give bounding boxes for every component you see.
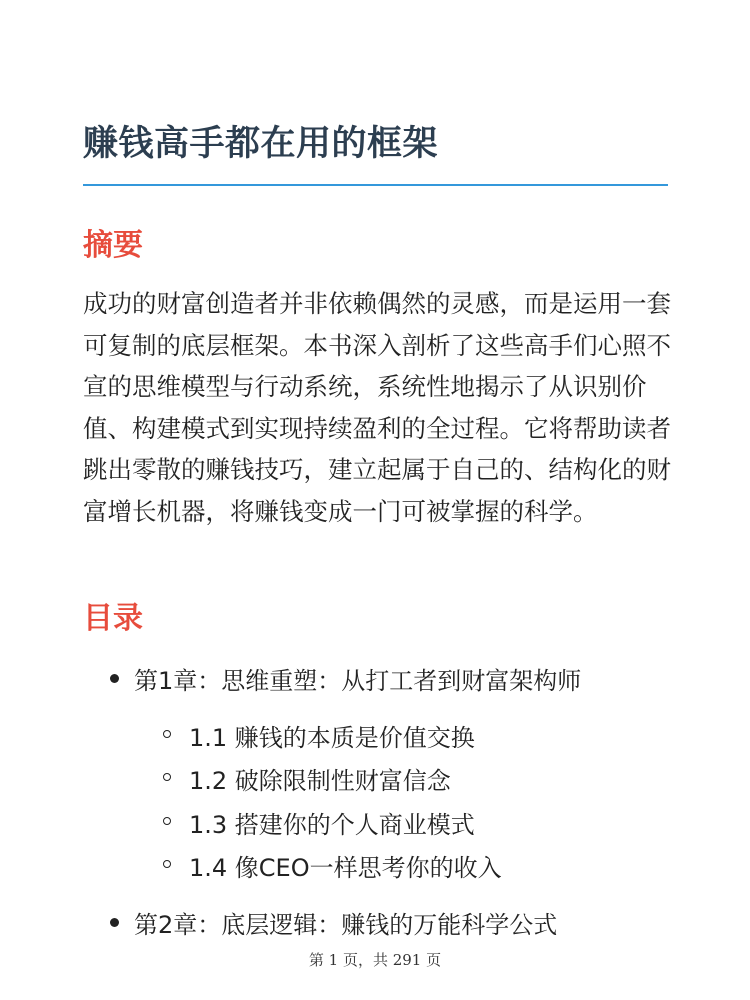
circle-bullet-icon <box>163 730 171 738</box>
toc-chapter-label: 第1章：思维重塑：从打工者到财富架构师 <box>134 667 582 695</box>
toc-section-label: 1.3 搭建你的个人商业模式 <box>189 811 475 839</box>
abstract-body: 成功的财富创造者并非依赖偶然的灵感，而是运用一套可复制的底层框架。本书深入剖析了这些高手们心照不宣的思维模型与行动系统，系统性地揭示了从识别价值、构建模式到实现持续盈利的全过程。它将帮助读者跳出零散的赚钱技巧，建立起属于自己的、结构化的财富增长机器，将赚钱变成一门可被掌握的科学。 <box>83 289 671 526</box>
circle-bullet-icon <box>163 860 171 868</box>
circle-bullet-icon <box>163 773 171 781</box>
page-footer: 第 1 页，共 291 页 <box>308 951 442 969</box>
bullet-icon <box>110 918 119 927</box>
document-title: 赚钱高手都在用的框架 <box>83 124 439 164</box>
toc-section-label: 1.2 破除限制性财富信念 <box>189 767 451 795</box>
bullet-icon <box>110 674 119 683</box>
circle-bullet-icon <box>163 817 171 825</box>
toc-chapter-label: 第2章：底层逻辑：赚钱的万能科学公式 <box>134 911 558 939</box>
toc-heading: 目录 <box>83 601 143 636</box>
toc-section-label: 1.4 像CEO一样思考你的收入 <box>189 854 502 882</box>
abstract-heading: 摘要 <box>83 228 143 263</box>
title-divider <box>83 184 668 186</box>
toc-section-label: 1.1 赚钱的本质是价值交换 <box>189 724 475 752</box>
